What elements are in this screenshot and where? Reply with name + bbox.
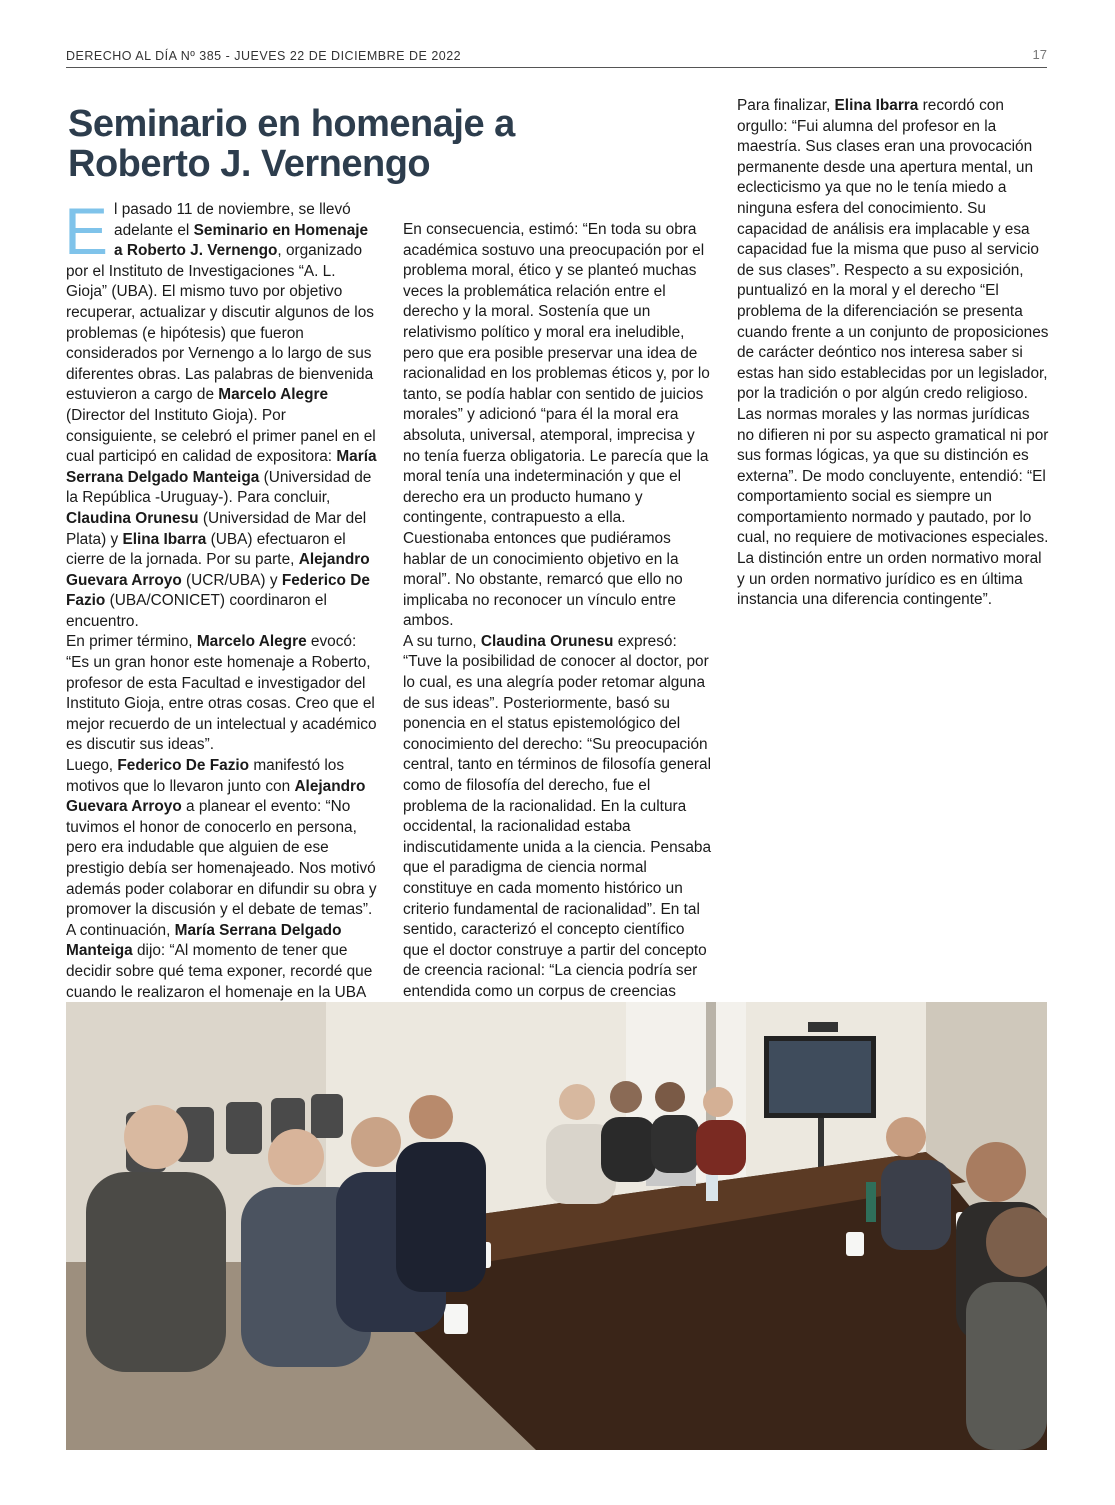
speaker-name: Claudina Orunesu	[66, 509, 199, 527]
speaker-name: Claudina Orunesu	[480, 632, 614, 650]
event-name: Seminario en Homenaje a Roberto J. Vernengo	[114, 221, 369, 260]
article-column-1	[64, 194, 378, 1086]
paragraph-de-fazio: Luego, Federico De Fazio manifestó los motivos que lo llevaron junto con Alejandro Guevara Arroyo a planear el evento: “No tuvimos el honor de conocerlo en persona, pero era indudable que alguien de ese prestigio debía ser homenajeado. Nos motivó además poder colaborar en difundir su obra y promover la discusión y el debate de temas”.	[66, 757, 377, 919]
speaker-name: María Serrana Delgado Manteiga	[66, 448, 377, 486]
paragraph-ibarra: Para finalizar, Elina Ibarra recordó con orgullo: “Fui alumna del profesor en la maestría. Sus clases eran una provocación permanente desde una apertura mental, un eclecticismo ya que no le tenía miedo a ninguna esfera del conocimiento. Su capacidad de análisis era implacable y esa capacidad fue la misma que puso al servicio de sus clases”. Respecto a su exposición, puntualizó en la moral y el derecho “El problema de la diferenciación se presenta cuando frente a un conjunto de proposiciones de carácter deóntico nos interesa saber si estas han sido establecidas por un legislador, por la tradición o por algún credo religioso. Las normas morales y las normas jurídicas no difieren ni por su aspecto gramatical ni por sus formas lógicas, ya que su distinción es externa”. De modo concluyente, entendió: “El comportamiento social es siempre un comportamiento normado y pautado, por lo cual, no requiere de motivaciones especiales. La distinción entre un orden normativo moral y un orden normativo jurídico es en última instancia una diferencia contingente”.	[737, 97, 1049, 609]
paragraph-orunesu: A su turno, Claudina Orunesu expresó: “Tuve la posibilidad de conocer al doctor, por lo cual, es una alegría poder retomar alguna de sus ideas”. Posteriormente, basó su ponencia en el status epistemológico del conocimiento del derecho: “Su preocupación central, tanto en términos de filosofía general como de filosofía del derecho, fue el problema de la racionalidad. En la cultura occidental, la racionalidad estaba indiscutidamente unida a la ciencia. Pensaba que el paradigma de ciencia normal constituye en cada momento histórico un criterio fundamental de racionalidad”. En tal sentido, caracterizó el concepto científico que el doctor construye a partir del concepto de creencia racional: “La ciencia podría ser entendida como un corpus de creencias	[403, 632, 712, 1000]
speaker-name: Marcelo Alegre	[218, 386, 329, 404]
paragraph-delgado-cont: En consecuencia, estimó: “En toda su obra académica sostuvo una preocupación por el problema moral, ético y se planteó muchas veces la problemática relación entre el derecho y la moral. Sostenía que un relativismo político y moral era ineludible, pero que era posible preservar una idea de racionalidad en los problemas éticos y, por lo tanto, se podía hablar con sentido de juicios morales” y adicionó “para él la moral era absoluta, universal, atemporal, imprecisa y no tenía fuerza obligatoria. Le parecía que la moral tenía una indeterminación y que el derecho era un producto humano y contingente, contrapuesto a ella. Cuestionaba entonces que pudiéramos hablar de un conocimiento objetivo en la moral”. No obstante, remarcó que ello no implicaba no reconocer un vínculo entre ambos.	[403, 221, 710, 630]
article-title	[68, 104, 668, 184]
seminar-photo	[66, 1002, 1047, 1450]
speaker-name: Federico De Fazio	[66, 571, 370, 610]
page-number: 17	[1032, 47, 1047, 62]
title-line-1: Seminario en homenaje a	[68, 103, 515, 145]
title-line-2: Roberto J. Vernengo	[68, 143, 431, 185]
speaker-name: Elina Ibarra	[834, 97, 919, 114]
speaker-name: María Serrana Delgado Manteiga	[66, 921, 342, 960]
speaker-name: Federico De Fazio	[117, 757, 250, 775]
drop-cap: E	[64, 194, 109, 268]
seminar-photo-illustration	[66, 1002, 1047, 1450]
paragraph-delgado-start: A continuación, María Serrana Delgado Manteiga dijo: “Al momento de tener que decidir sobre qué tema exponer, recordé que cuando le realizaron el homenaje en la UBA	[66, 921, 373, 1001]
speaker-name: Alejandro Guevara Arroyo	[66, 777, 366, 816]
paragraph-intro: El pasado 11 de noviembre, se llevó adelante el Seminario en Homenaje a Roberto J. Vernengo, organizado por el Instituto de Investigaciones “A. L. Gioja” (UBA). El mismo tuvo por objetivo recuperar, actualizar y discutir algunos de los problemas (e hipótesis) que fueron considerados por Vernengo a lo largo de sus diferentes obras. Las palabras de bienvenida estuvieron a cargo de Marcelo Alegre (Director del Instituto Gioja). Por consiguiente, se celebró el primer panel en el cual participó en calidad de expositora: María Serrana Delgado Manteiga (Universidad de la República -Uruguay-). Para concluir, Claudina Orunesu (Universidad de Mar del Plata) y Elina Ibarra (UBA) efectuaron el cierre de la jornada. Por su parte, Alejandro Guevara Arroyo (UCR/UBA) y Federico De Fazio (UBA/CONICET) coordinaron el encuentro.	[64, 194, 377, 630]
speaker-name: Elina Ibarra	[122, 530, 207, 548]
article-column-3	[737, 96, 1049, 611]
issue-line: DERECHO AL DÍA Nº 385 - JUEVES 22 DE DICIEMBRE DE 2022	[66, 49, 462, 63]
paragraph-alegre: En primer término, Marcelo Alegre evocó: “Es un gran honor este homenaje a Roberto, profesor de esta Facultad e investigador del Instituto Gioja, entre otras cosas. Creo que el mejor recuerdo de un intelectual y académico es discutir sus ideas”.	[66, 633, 377, 754]
speaker-name: Alejandro Guevara Arroyo	[66, 551, 370, 589]
speaker-name: Marcelo Alegre	[196, 633, 307, 651]
page-header	[66, 47, 1047, 68]
